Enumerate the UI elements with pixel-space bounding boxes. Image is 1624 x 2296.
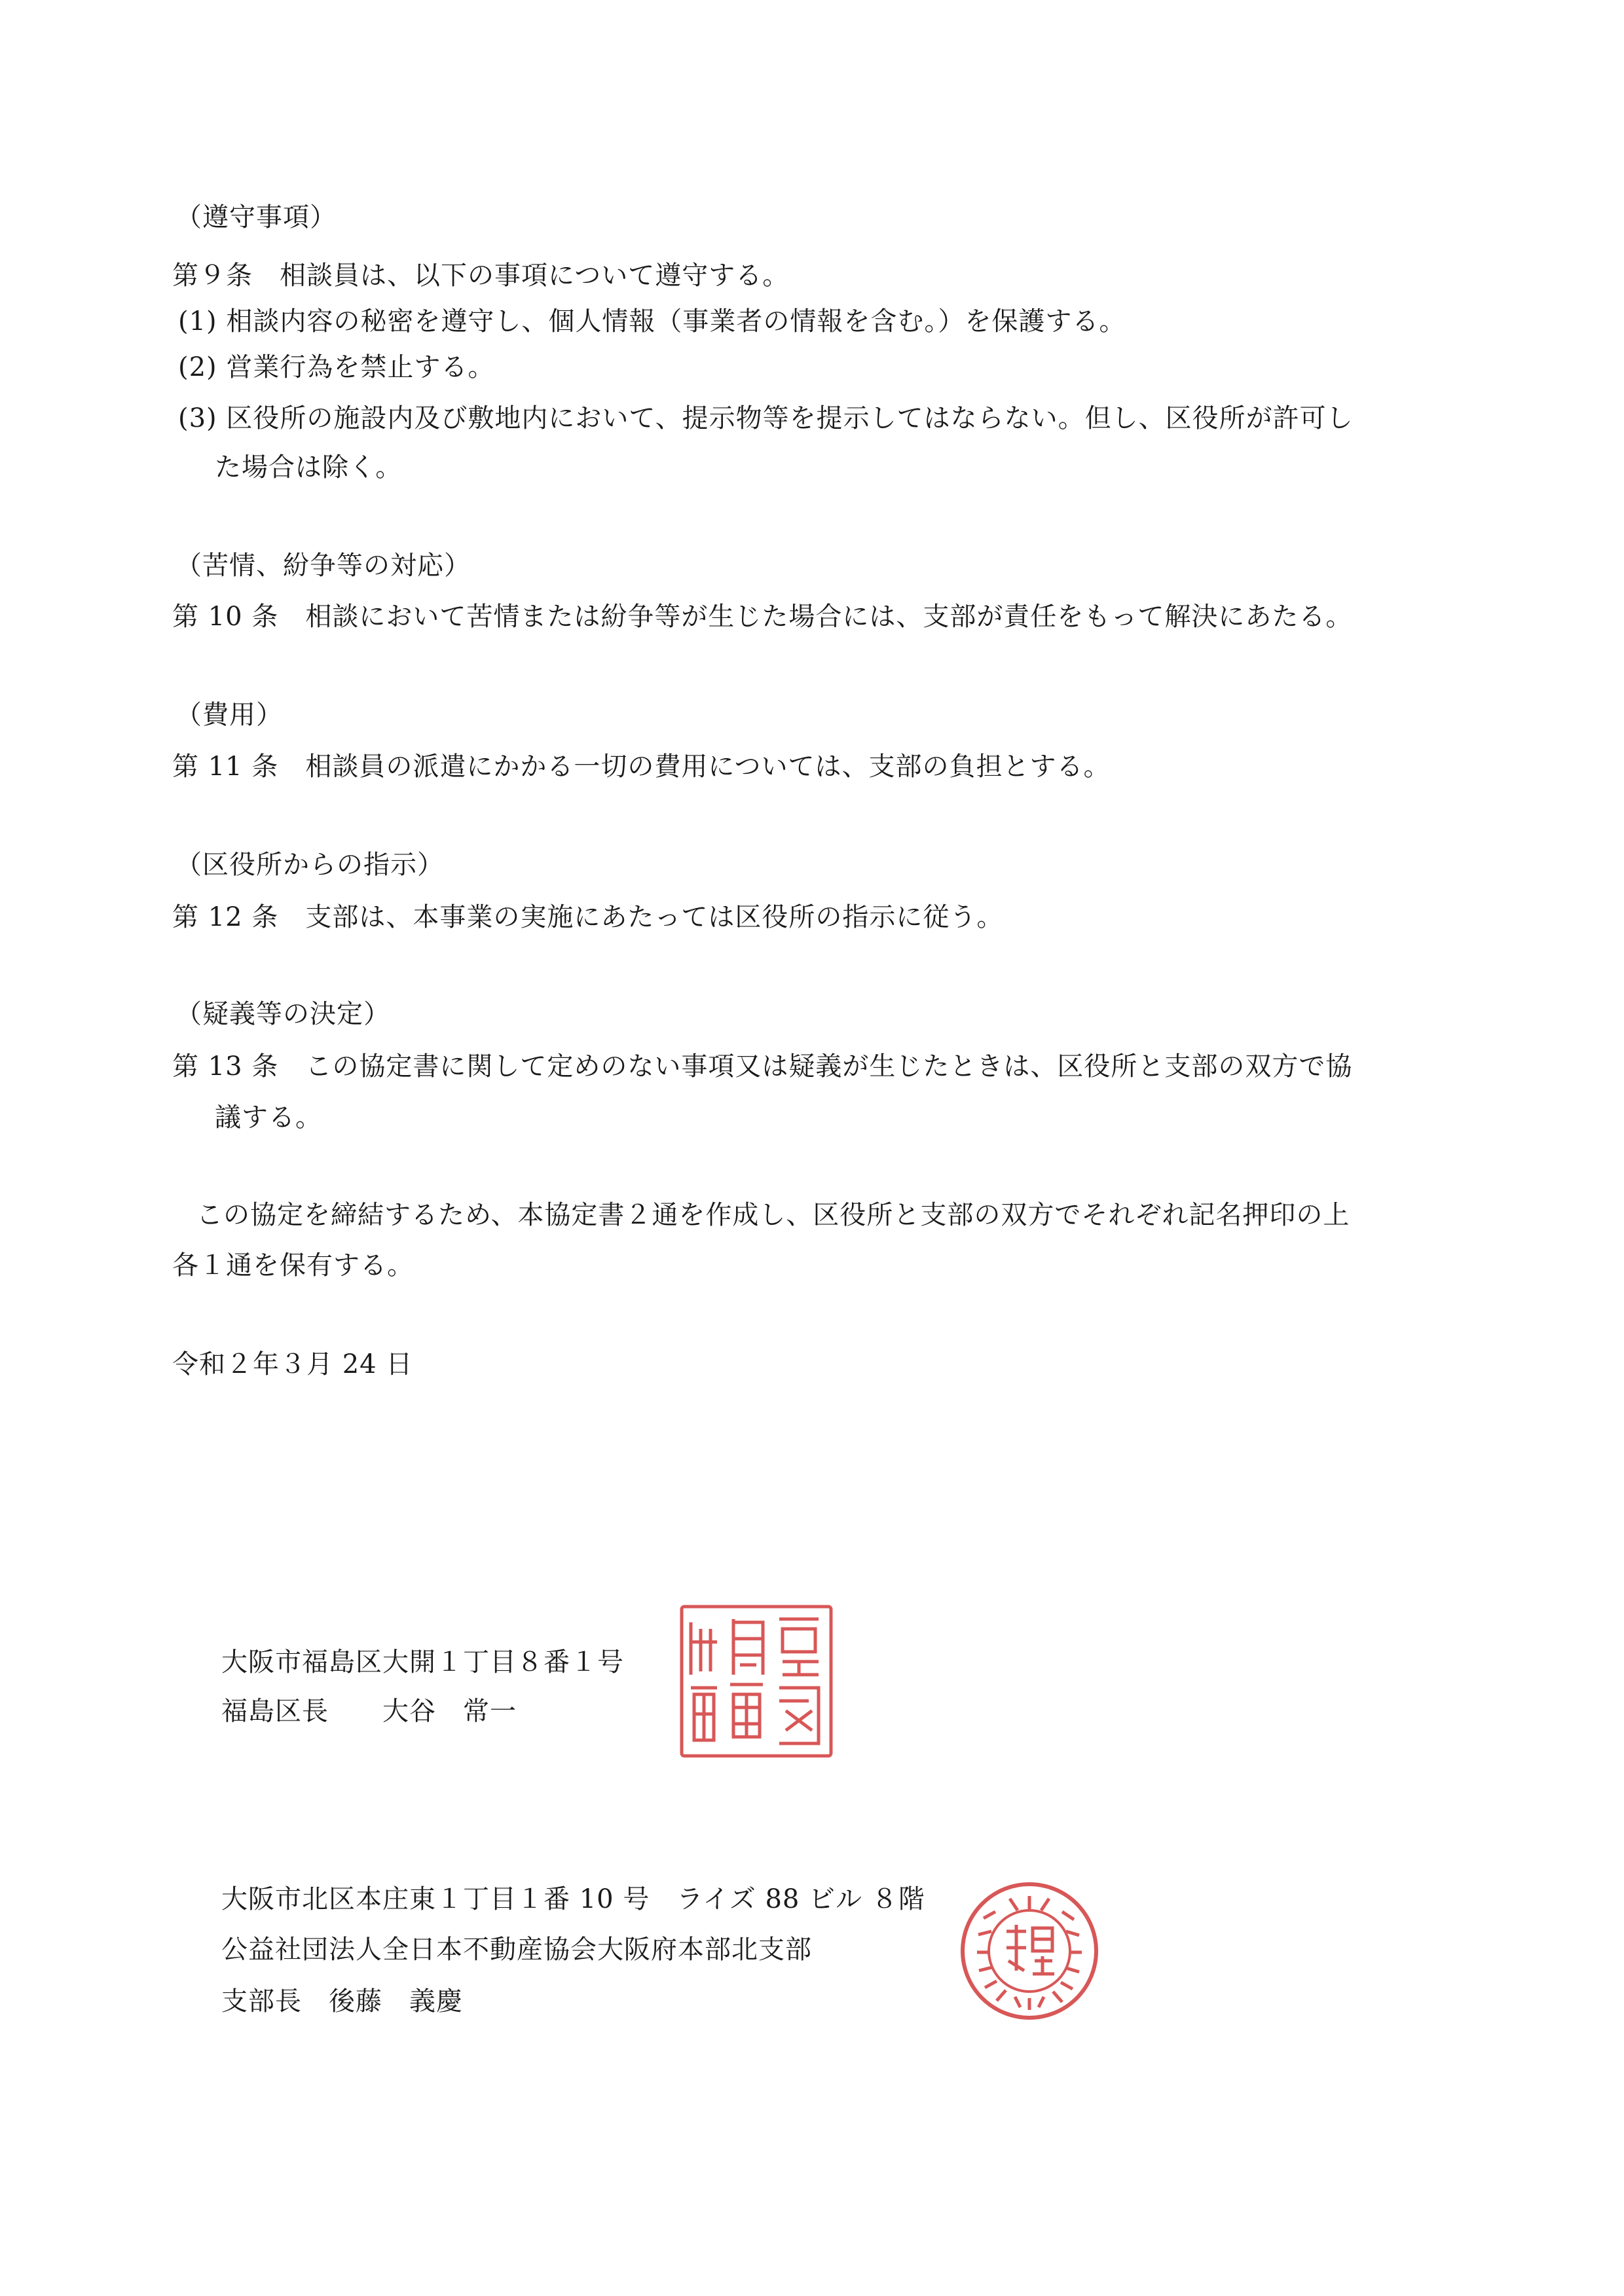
signatory-1-address: 大阪市福島区大開１丁目８番１号 xyxy=(221,1647,624,1677)
article-9-item-3-continued: た場合は除く。 xyxy=(215,452,403,483)
signatory-2-organization: 公益社団法人全日本不動産協会大阪府本部北支部 xyxy=(221,1935,812,1965)
signatory-2-name: 支部長 後藤 義慶 xyxy=(221,1986,463,2016)
section-heading: （遵守事項） xyxy=(175,202,337,232)
article-13: 第 13 条 この協定書に関して定めのない事項又は疑義が生じたときは、区役所と支部の双方で協 xyxy=(172,1051,1353,1082)
closing-paragraph-line-1: この協定を締結するため、本協定書２通を作成し、区役所と支部の双方でそれぞれ記名押印の上 xyxy=(196,1200,1350,1230)
article-9-item-2: (2) 営業行為を禁止する。 xyxy=(178,352,495,382)
closing-paragraph-line-2: 各１通を保有する。 xyxy=(172,1250,414,1281)
section-heading: （疑義等の決定） xyxy=(175,999,390,1029)
section-heading: （苦情、紛争等の対応） xyxy=(175,551,471,581)
signatory-1-name: 福島区長 大谷 常一 xyxy=(221,1696,517,1726)
article-12: 第 12 条 支部は、本事業の実施にあたっては区役所の指示に従う。 xyxy=(172,902,1004,932)
signatory-2-address: 大阪市北区本庄東１丁目１番 10 号 ライズ 88 ビル ８階 xyxy=(221,1884,925,1914)
branch-seal xyxy=(957,1879,1101,2023)
article-11: 第 11 条 相談員の派遣にかかる一切の費用については、支部の負担とする。 xyxy=(172,752,1111,782)
agreement-date: 令和２年３月 24 日 xyxy=(172,1349,413,1379)
section-heading: （区役所からの指示） xyxy=(175,850,444,880)
section-heading: （費用） xyxy=(175,700,283,730)
article-13-continued: 議する。 xyxy=(215,1102,322,1133)
article-9: 第９条 相談員は、以下の事項について遵守する。 xyxy=(172,261,790,291)
article-9-item-3: (3) 区役所の施設内及び敷地内において、提示物等を提示してはならない。但し、区役所が許可し xyxy=(178,403,1354,433)
article-9-item-1: (1) 相談内容の秘密を遵守し、個人情報（事業者の情報を含む。）を保護する。 xyxy=(178,306,1126,337)
ward-office-seal xyxy=(678,1603,835,1760)
article-10: 第 10 条 相談において苦情または紛争等が生じた場合には、支部が責任をもって解決にあたる。 xyxy=(172,602,1353,632)
